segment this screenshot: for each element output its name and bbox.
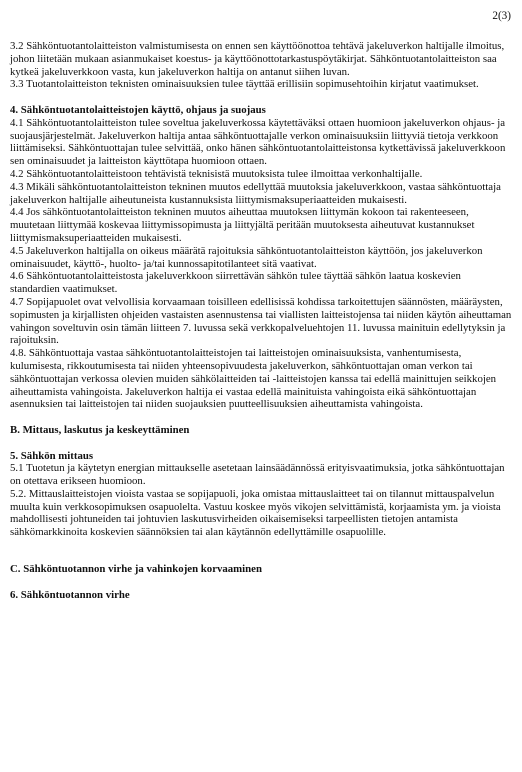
part-heading-b: B. Mittaus, laskutus ja keskeyttäminen xyxy=(10,423,190,436)
paragraph-5-2: 5.2. Mittauslaitteistojen vioista vastaa se sopijapuoli, joka omistaa mittauslaitteet tai on tilannut mittauspalvelun muulta kuin verkkosopimuksen osapuolelta. Vastuu koskee myös vikojen selvittämistä, korjaamista ym. ja vioista mahdollisesti johtuneiden tai johtuvien laskutusvirheiden oikaisemiseksi tarpeellisten tietojen antamista sähkömarkkinoita koskevien säännöksien tai alan käytännön edellyttämille osapuolille. xyxy=(10,487,501,539)
paragraph-3-2: 3.2 Sähköntuotantolaitteiston valmistumisesta on ennen sen käyttöönottoa tehtävä jakeluverkon haltijalle ilmoitus, johon liitetään mukaan asianmukaiset koestus- ja käyttöönottotarkastuspöytäkirjat. Sähköntuotantolaitteiston saa kytkeä jakeluverkkoon vasta, kun jakeluverkon haltija on antanut siihen luvan. xyxy=(10,40,505,78)
paragraph-5-1: 5.1 Tuotetun ja käytetyn energian mittaukselle asetetaan lainsäädännössä erityisvaatimuksia, jotka sähköntuottajan on otettava erikseen huomioon. xyxy=(10,462,505,488)
part-heading-c: C. Sähköntuotannon virhe ja vahinkojen korvaaminen xyxy=(10,563,262,576)
paragraph-4-1: 4.1 Sähköntuotantolaitteiston tulee soveltua jakeluverkossa käytettäväksi ottaen huomioon jakeluverkon ohjaus- ja suojausjärjestelmät. Jakeluverkon haltija antaa sähköntuottajalle verkon ominaisuuksiin liittyviä tietoja verkkoon liittämiseksi. Sähköntuottajan tulee selvittää, onko hänen sähköntuotantolaitteistonsa kytkettävissä jakeluverkkoon sen ominaisuudet ja laitteiston käyttötapa huomioon ottaen. xyxy=(10,116,506,168)
section-heading-4: 4. Sähköntuotantolaitteistojen käyttö, ohjaus ja suojaus xyxy=(10,103,266,116)
page-number: 2(3) xyxy=(492,10,511,22)
paragraph-3-3: 3.3 Tuotantolaitteiston teknisten ominaisuuksien tulee täyttää erillisiin sopimusehtoihin kirjatut vaatimukset. xyxy=(10,78,479,91)
paragraph-4-6: 4.6 Sähköntuotantolaitteistosta jakeluverkkoon siirrettävän sähkön tulee täyttää sähkön laatua koskevien standardien vaatimukset. xyxy=(10,270,461,296)
paragraph-4-8: 4.8. Sähköntuottaja vastaa sähköntuotantolaitteistojen tai laitteistojen ominaisuuksista, vanhentumisesta, kulumisesta, rikkoutumisesta tai niiden yhteensopivuudesta jakeluverkon, sähköntuottajan oman verkon tai sähköntuottajan verkossa olevien muiden sähkölaitteiden tai -laitteistojen kanssa tai edellä mainittujen seikkojen aiheuttamista vahingoista. Jakeluverkon haltija ei vastaa edellä mainituista vahingoista eikä sähköntuottajan asennuksien tai laitteistojen tai niiden suojauksien puutteellisuuksien aiheuttamista vahingoista. xyxy=(10,347,497,411)
document-body xyxy=(10,40,513,601)
spacer xyxy=(10,91,513,104)
paragraph-4-7: 4.7 Sopijapuolet ovat velvollisia korvaamaan toisilleen edellisissä kohdissa tarkoitettujen säännösten, määräysten, sopimusten ja kirjallisten ohjeiden vastaisten asennustensa tai viallisten laitteistojensa tai niiden käytön aiheuttaman vahingon soveltuvin osin tämän liitteen 7. luvussa sekä verkkopalveluehtojen 11. luvussa mainituin edellytyksin ja rajoituksin. xyxy=(10,295,512,347)
spacer xyxy=(10,411,513,424)
paragraph-4-2: 4.2 Sähköntuotantolaitteistoon tehtävistä teknisistä muutoksista tulee ilmoittaa verkonhaltijalle. xyxy=(10,167,423,180)
paragraph-4-5: 4.5 Jakeluverkon haltijalla on oikeus määrätä rajoituksia sähköntuotantolaitteiston käyttöön, jos jakeluverkon ominaisuudet, käyttö-, huolto- ja/tai kunnossapitotilanteet sitä vaativat. xyxy=(10,244,483,270)
paragraph-4-3: 4.3 Mikäli sähköntuotantolaitteiston tekninen muutos edellyttää muutoksia jakeluverkkoon, vastaa sähköntuottaja jakeluverkon haltijalle aiheutuneista kustannuksista liittymismaksuperiaatteiden mukaisesti. xyxy=(10,180,501,206)
spacer xyxy=(10,437,513,450)
paragraph-4-4: 4.4 Jos sähköntuotantolaitteiston tekninen muutos aiheuttaa muutoksen liittymän kokoon tai rakenteeseen, muutetaan liittymää koskevaa liittymissopimusta ja liittyjältä peritään muutoksesta aiheutuvat kustannukset liittymismaksuperiaatteiden mukaisesti. xyxy=(10,206,475,244)
spacer xyxy=(10,576,513,589)
section-heading-6: 6. Sähköntuotannon virhe xyxy=(10,588,130,601)
section-heading-5: 5. Sähkön mittaus xyxy=(10,449,94,462)
spacer xyxy=(10,539,513,563)
